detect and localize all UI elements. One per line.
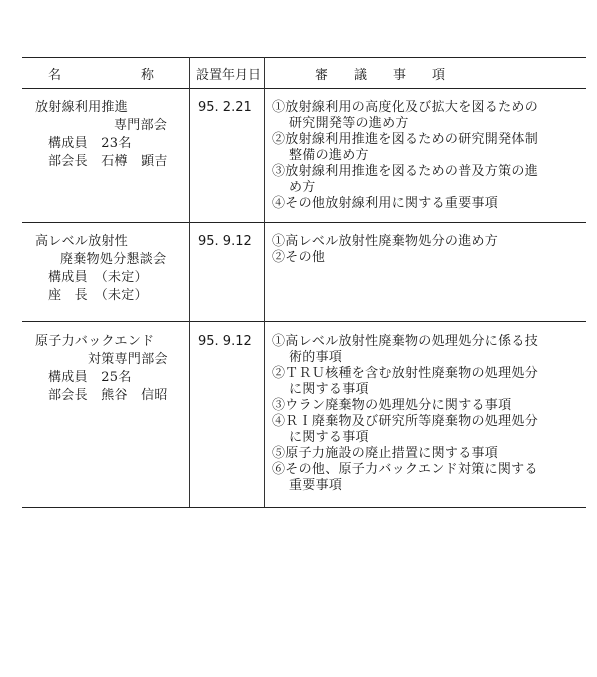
header-date: 設置年月日 <box>196 68 262 83</box>
agenda-item-continuation: め方 <box>289 180 316 195</box>
agenda-item: ④ＲＩ廃棄物及び研究所等廃棄物の処理処分 <box>272 414 539 429</box>
agenda-list <box>272 234 498 266</box>
header-items-char: 項 <box>432 68 446 83</box>
establish-date: 95. 9.12 <box>198 234 252 249</box>
agenda-item-continuation: に関する事項 <box>289 382 369 397</box>
agenda-item-continuation: 重要事項 <box>289 478 343 493</box>
column-divider <box>189 222 190 321</box>
agenda-list <box>272 100 538 212</box>
establish-date: 95. 9.12 <box>198 334 252 349</box>
agenda-item-continuation: に関する事項 <box>289 430 369 445</box>
committee-chair: 座 長 （未定） <box>48 288 148 303</box>
committee-members: 構成員 23名 <box>48 136 132 151</box>
committee-name: 放射線利用推進 <box>35 100 129 115</box>
agenda-item: ②ＴＲＵ核種を含む放射性廃棄物の処理処分 <box>272 366 539 381</box>
agenda-item-continuation: 整備の進め方 <box>289 148 369 163</box>
column-divider <box>189 57 190 88</box>
agenda-item: ①高レベル放射性廃棄物処分の進め方 <box>272 234 499 249</box>
establish-date: 95. 2.21 <box>198 100 252 115</box>
agenda-item: ⑤原子力施設の廃止措置に関する事項 <box>272 446 499 461</box>
agenda-list <box>272 334 538 494</box>
agenda-item: ④その他放射線利用に関する重要事項 <box>272 196 499 211</box>
agenda-item: ②その他 <box>272 250 326 265</box>
column-divider <box>264 222 265 321</box>
agenda-item: ①放射線利用の高度化及び拡大を図るための <box>272 100 539 115</box>
column-divider <box>264 57 265 88</box>
committee-name-cont: 対策専門部会 <box>88 352 168 367</box>
header-bottom-rule <box>22 88 586 89</box>
header-name-char: 名 <box>48 68 62 83</box>
agenda-item: ③ウラン廃棄物の処理処分に関する事項 <box>272 398 512 413</box>
column-divider <box>189 88 190 222</box>
agenda-item: ⑥その他、原子力バックエンド対策に関する <box>272 462 538 477</box>
table-bottom-rule <box>22 507 586 508</box>
agenda-item: ①高レベル放射性廃棄物の処理処分に係る技 <box>272 334 539 349</box>
agenda-item: ②放射線利用推進を図るための研究開発体制 <box>272 132 539 147</box>
column-divider <box>264 321 265 507</box>
committee-name-cont: 廃棄物処分懇談会 <box>60 252 167 267</box>
header-items-char: 審 <box>315 68 329 83</box>
agenda-item: ③放射線利用推進を図るための普及方策の進 <box>272 164 539 179</box>
committee-name-cont: 専門部会 <box>114 118 168 133</box>
committee-members: 構成員 25名 <box>48 370 132 385</box>
agenda-item-continuation: 研究開発等の進め方 <box>289 116 409 131</box>
header-items-char: 議 <box>354 68 368 83</box>
header-name-char: 称 <box>141 68 155 83</box>
header-items-char: 事 <box>393 68 407 83</box>
row-separator-1 <box>22 222 586 223</box>
committee-chair: 部会長 石樽 顕吉 <box>48 154 168 169</box>
committee-members: 構成員 （未定） <box>48 270 148 285</box>
row-separator-2 <box>22 321 586 322</box>
committee-name: 高レベル放射性 <box>35 234 129 249</box>
table-top-rule <box>22 57 586 58</box>
committee-chair: 部会長 熊谷 信昭 <box>48 388 168 403</box>
column-divider <box>189 321 190 507</box>
column-divider <box>264 88 265 222</box>
agenda-item-continuation: 術的事項 <box>289 350 343 365</box>
committee-name: 原子力バックエンド <box>35 334 155 349</box>
